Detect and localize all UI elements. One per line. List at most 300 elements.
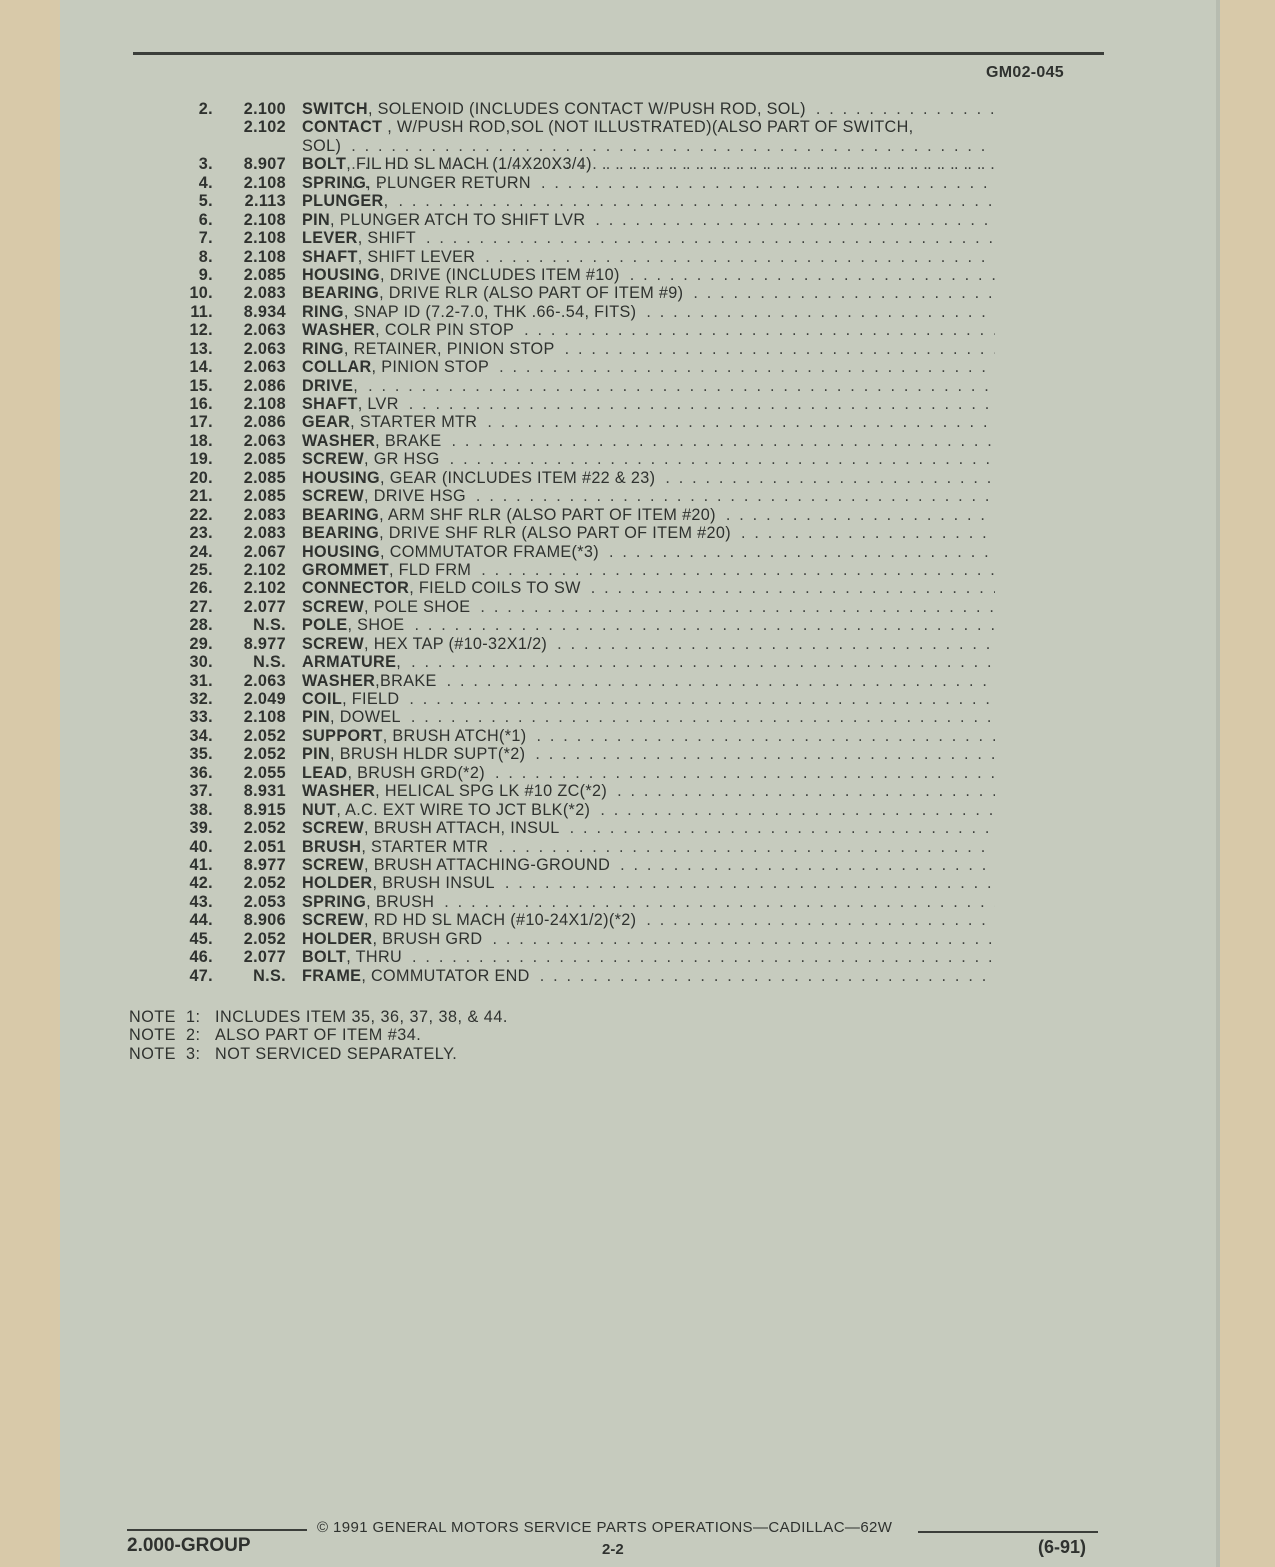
part-description — [302, 432, 995, 450]
part-description — [302, 745, 995, 763]
table-row — [180, 561, 995, 579]
item-number: 30. — [189, 653, 213, 672]
dot-leader — [440, 450, 995, 468]
part-detail: , COLR PIN STOP — [375, 321, 515, 340]
top-rule — [133, 52, 1104, 55]
part-detail: , PLUNGER RETURN — [366, 173, 531, 192]
part-description — [302, 708, 995, 726]
table-row — [180, 506, 995, 524]
part-name: BEARING — [302, 524, 380, 543]
table-row — [180, 303, 995, 321]
group-code: 2.085 — [243, 450, 286, 469]
part-description — [302, 579, 995, 597]
part-detail: , SHOE — [347, 616, 405, 635]
item-number: 47. — [189, 966, 213, 985]
item-number: 29. — [189, 634, 213, 653]
group-code: 8.977 — [243, 634, 286, 653]
dot-leader — [530, 967, 995, 985]
group-code: 2.055 — [243, 763, 286, 782]
item-number: 40. — [189, 837, 213, 856]
group-code: 2.063 — [243, 431, 286, 450]
part-detail: , — [396, 653, 402, 672]
part-name: DRIVE — [302, 376, 354, 395]
part-name: FRAME — [302, 966, 362, 985]
part-detail: , HEX TAP (#10-32X1/2) — [364, 634, 548, 653]
part-description — [302, 229, 995, 247]
part-name: SPRING — [302, 892, 367, 911]
group-code: 8.906 — [243, 911, 286, 930]
part-name: LEAD — [302, 763, 348, 782]
table-row — [180, 543, 995, 561]
note-line — [129, 1045, 508, 1063]
note-text: NOT SERVICED SEPARATELY. — [215, 1044, 458, 1063]
dot-leader — [399, 395, 995, 413]
group-code: 2.052 — [243, 929, 286, 948]
note-line — [129, 1008, 508, 1026]
dot-leader — [636, 911, 995, 929]
part-description — [302, 764, 995, 782]
part-detail: , PINION STOP — [371, 358, 490, 377]
part-name: SCREW — [302, 597, 365, 616]
part-detail: , SNAP ID (7.2-7.0, THK .66-.54, FITS) — [343, 302, 637, 321]
table-row — [180, 690, 995, 708]
dot-leader — [683, 284, 995, 302]
part-name: HOUSING — [302, 468, 380, 487]
table-row — [180, 874, 995, 892]
item-number: 42. — [189, 874, 213, 893]
dot-leader — [402, 948, 995, 966]
part-description — [302, 930, 995, 948]
table-row — [180, 487, 995, 505]
table-row — [180, 893, 995, 911]
dot-leader — [607, 782, 995, 800]
part-description — [302, 616, 995, 634]
part-name: BRUSH — [302, 837, 362, 856]
group-code: 8.934 — [243, 302, 286, 321]
part-name: CONNECTOR — [302, 579, 410, 598]
part-description — [302, 819, 995, 837]
item-number: 10. — [189, 284, 213, 303]
part-detail: , BRUSH GRD — [372, 929, 483, 948]
group-code: 2.102 — [243, 579, 286, 598]
table-row — [180, 782, 995, 800]
group-code: 2.067 — [243, 542, 286, 561]
part-detail: , THRU — [346, 948, 403, 967]
table-row — [180, 229, 995, 247]
part-description — [302, 838, 995, 856]
dot-leader — [527, 727, 995, 745]
footer-rule-right — [918, 1531, 1098, 1533]
part-description — [302, 321, 995, 339]
dot-leader — [555, 340, 995, 358]
group-code: N.S. — [253, 653, 286, 672]
table-row — [180, 598, 995, 616]
group-code: 2.077 — [243, 597, 286, 616]
part-name: HOLDER — [302, 929, 373, 948]
part-name: PIN — [302, 745, 331, 764]
table-row — [180, 284, 995, 302]
part-name: PIN — [302, 210, 331, 229]
table-row — [180, 672, 995, 690]
part-detail: , DOWEL — [330, 708, 401, 727]
part-name: WASHER — [302, 782, 376, 801]
part-detail: , LVR — [357, 395, 399, 414]
part-description — [302, 192, 995, 210]
part-detail: , SHIFT LEVER — [357, 247, 476, 266]
table-row — [180, 727, 995, 745]
item-number: 5. — [198, 192, 213, 211]
item-number: 13. — [189, 339, 213, 358]
table-row — [180, 930, 995, 948]
part-description — [302, 672, 995, 690]
part-detail: , BRUSH GRD(*2) — [347, 763, 485, 782]
part-description — [302, 653, 995, 671]
part-name: WASHER — [302, 671, 376, 690]
group-code: 2.108 — [243, 210, 286, 229]
item-number: 7. — [198, 229, 213, 248]
item-number: 20. — [189, 468, 213, 487]
item-number: 25. — [189, 560, 213, 579]
part-detail: , BRAKE — [375, 431, 442, 450]
dot-leader — [441, 432, 995, 450]
part-detail: , RD HD SL MACH (#10-24X1/2)(*2) — [364, 911, 637, 930]
dot-leader — [806, 100, 995, 118]
item-number: 46. — [189, 948, 213, 967]
part-detail: , DRIVE (INCLUDES ITEM #10) — [380, 265, 620, 284]
part-name: PIN — [302, 708, 331, 727]
table-row — [180, 211, 995, 229]
table-row — [180, 432, 995, 450]
dot-leader — [590, 801, 995, 819]
part-name: SPRING — [302, 173, 367, 192]
document-id: GM02-045 — [986, 64, 1064, 81]
part-description — [302, 450, 995, 468]
part-detail: , BRUSH INSUL — [372, 874, 495, 893]
part-name: SCREW — [302, 450, 365, 469]
note-label: NOTE 1: — [129, 1008, 201, 1026]
item-number: 19. — [189, 450, 213, 469]
dot-leader — [434, 893, 995, 911]
item-number: 41. — [189, 855, 213, 874]
part-detail: , SHIFT — [357, 229, 416, 248]
group-code: 2.108 — [243, 229, 286, 248]
part-description — [302, 635, 995, 653]
part-detail: , BRUSH — [366, 892, 435, 911]
part-detail: , A.C. EXT WIRE TO JCT BLK(*2) — [336, 800, 591, 819]
part-detail: , FIELD — [342, 690, 400, 709]
part-description — [302, 155, 995, 173]
dot-leader — [388, 192, 995, 210]
group-code: 2.083 — [243, 505, 286, 524]
part-description — [302, 782, 995, 800]
part-name: HOLDER — [302, 874, 373, 893]
part-description — [302, 893, 995, 911]
part-description — [302, 284, 995, 302]
part-name: RING — [302, 339, 344, 358]
part-description — [302, 911, 995, 929]
notes-section — [129, 1008, 508, 1063]
table-row — [180, 395, 995, 413]
part-description — [302, 856, 995, 874]
table-row — [180, 377, 995, 395]
table-row — [180, 911, 995, 929]
table-row — [180, 155, 995, 173]
item-number: 18. — [189, 431, 213, 450]
dot-leader — [475, 248, 995, 266]
dot-leader — [599, 543, 995, 561]
part-description — [302, 303, 995, 321]
part-detail: , FIL HD SL MACH (1/4X20X3/4) — [346, 155, 592, 174]
part-name: POLE — [302, 616, 348, 635]
group-code: 2.063 — [243, 358, 286, 377]
group-code: 2.100 — [243, 100, 286, 118]
table-row — [180, 708, 995, 726]
part-detail: , W/PUSH ROD,SOL (NOT ILLUSTRATED)(ALSO PART OF SWITCH, — [382, 118, 914, 137]
dot-leader — [495, 874, 995, 892]
dot-leader — [489, 358, 995, 376]
group-code: 8.931 — [243, 782, 286, 801]
part-name: CONTACT — [302, 118, 383, 137]
dot-leader — [581, 579, 995, 597]
part-detail: , FLD FRM — [388, 560, 472, 579]
group-code: 2.063 — [243, 321, 286, 340]
item-number: 23. — [189, 524, 213, 543]
part-detail: , DRIVE HSG — [364, 487, 466, 506]
group-code: 2.108 — [243, 247, 286, 266]
table-row — [180, 469, 995, 487]
table-row — [180, 967, 995, 985]
part-detail: , RETAINER, PINION STOP — [343, 339, 555, 358]
group-code: 2.108 — [243, 395, 286, 414]
dot-leader — [655, 469, 995, 487]
item-number: 45. — [189, 929, 213, 948]
part-description — [302, 690, 995, 708]
group-code: 2.085 — [243, 468, 286, 487]
group-code: 2.086 — [243, 376, 286, 395]
item-number: 33. — [189, 708, 213, 727]
dot-leader — [399, 690, 995, 708]
note-label: NOTE 3: — [129, 1044, 201, 1063]
part-name: HOUSING — [302, 265, 380, 284]
part-description — [302, 487, 995, 505]
item-number: 35. — [189, 745, 213, 764]
table-row — [180, 745, 995, 763]
table-row — [180, 524, 995, 542]
item-number: 15. — [189, 376, 213, 395]
part-description — [302, 524, 995, 542]
item-number: 32. — [189, 690, 213, 709]
dot-leader — [401, 653, 995, 671]
dot-leader — [482, 930, 995, 948]
part-description — [302, 395, 995, 413]
table-row — [180, 819, 995, 837]
dot-leader — [585, 211, 995, 229]
copyright-line: © 1991 GENERAL MOTORS SERVICE PARTS OPERATIONS—CADILLAC—62W — [317, 1519, 893, 1536]
item-number: 34. — [189, 726, 213, 745]
item-number: 11. — [190, 302, 213, 321]
group-code: 2.085 — [243, 487, 286, 506]
part-name: SHAFT — [302, 247, 358, 266]
part-description — [302, 727, 995, 745]
part-detail: ,BRAKE — [375, 671, 437, 690]
item-number: 12. — [189, 321, 213, 340]
item-number: 43. — [189, 892, 213, 911]
dot-leader — [470, 598, 995, 616]
part-detail: , COMMUTATOR END — [361, 966, 530, 985]
part-name: SWITCH — [302, 100, 368, 118]
item-number: 2. — [198, 100, 213, 118]
item-number: 17. — [189, 413, 213, 432]
part-name: PLUNGER — [302, 192, 384, 211]
group-code: 2.053 — [243, 892, 286, 911]
part-detail: , BRUSH ATTACHING-GROUND — [364, 855, 611, 874]
dot-leader — [488, 838, 995, 856]
table-row — [180, 248, 995, 266]
dot-leader — [716, 506, 995, 524]
dot-leader — [437, 672, 995, 690]
part-description — [302, 469, 995, 487]
group-code: 2.063 — [243, 671, 286, 690]
part-name: BEARING — [302, 284, 380, 303]
part-detail: , DRIVE SHF RLR (ALSO PART OF ITEM #20) — [379, 524, 731, 543]
table-row — [180, 801, 995, 819]
group-code: 2.108 — [243, 173, 286, 192]
part-name: WASHER — [302, 431, 376, 450]
part-detail: , BRUSH ATCH(*1) — [382, 726, 527, 745]
part-detail-continued: SOL) — [302, 136, 342, 155]
group-code: 2.108 — [243, 708, 286, 727]
part-name: COIL — [302, 690, 343, 709]
dot-leader — [485, 764, 995, 782]
part-name: SCREW — [302, 487, 365, 506]
part-name: COLLAR — [302, 358, 372, 377]
part-name: SCREW — [302, 855, 365, 874]
part-detail: , BRUSH HLDR SUPT(*2) — [330, 745, 526, 764]
part-description — [302, 948, 995, 966]
table-row — [180, 192, 995, 210]
group-code: 2.052 — [243, 874, 286, 893]
table-row — [180, 635, 995, 653]
part-name: HOUSING — [302, 542, 380, 561]
dot-leader — [592, 155, 995, 173]
item-number: 22. — [189, 505, 213, 524]
note-text: ALSO PART OF ITEM #34. — [215, 1026, 422, 1045]
part-description — [302, 598, 995, 616]
note-text: INCLUDES ITEM 35, 36, 37, 38, & 44. — [215, 1008, 508, 1026]
group-code: N.S. — [253, 966, 286, 985]
item-number: 9. — [198, 265, 213, 284]
part-description — [302, 377, 995, 395]
part-detail: , FIELD COILS TO SW — [409, 579, 581, 598]
part-detail: , GEAR (INCLUDES ITEM #22 & 23) — [380, 468, 656, 487]
dot-leader — [471, 561, 995, 579]
table-row — [180, 266, 995, 284]
part-detail: , — [353, 376, 359, 395]
dot-leader — [358, 377, 995, 395]
part-description — [302, 506, 995, 524]
group-code: 8.915 — [243, 800, 286, 819]
group-code: 2.077 — [243, 948, 286, 967]
part-description — [302, 561, 995, 579]
table-row — [180, 358, 995, 376]
part-name: LEVER — [302, 229, 358, 248]
item-number: 38. — [189, 800, 213, 819]
part-detail: , STARTER MTR — [361, 837, 489, 856]
table-row — [180, 100, 995, 118]
table-row — [180, 118, 995, 155]
parts-list — [180, 100, 995, 985]
part-description — [302, 100, 995, 118]
item-number: 37. — [189, 782, 213, 801]
table-row — [180, 948, 995, 966]
dot-leader — [610, 856, 995, 874]
group-code: N.S. — [253, 616, 286, 635]
part-description — [302, 211, 995, 229]
item-number: 14. — [189, 358, 213, 377]
dot-leader — [531, 174, 995, 192]
dot-leader — [620, 266, 995, 284]
item-number: 31. — [189, 671, 213, 690]
item-number: 36. — [189, 763, 213, 782]
part-detail: , POLE SHOE — [364, 597, 471, 616]
part-detail: , DRIVE RLR (ALSO PART OF ITEM #9) — [379, 284, 684, 303]
table-row — [180, 653, 995, 671]
table-row — [180, 579, 995, 597]
group-code: 2.052 — [243, 745, 286, 764]
table-row — [180, 321, 995, 339]
dot-leader — [514, 321, 995, 339]
dot-leader — [477, 413, 995, 431]
item-number: 27. — [189, 597, 213, 616]
group-code: 2.049 — [243, 690, 286, 709]
revision-date: (6-91) — [1038, 1537, 1087, 1557]
part-detail: , — [383, 192, 389, 211]
group-code: 2.052 — [243, 726, 286, 745]
part-description — [302, 266, 995, 284]
group-code: 2.051 — [243, 837, 286, 856]
group-code: 8.907 — [243, 155, 286, 174]
part-description — [302, 340, 995, 358]
item-number: 3. — [198, 155, 213, 174]
dot-leader — [731, 524, 995, 542]
part-name: WASHER — [302, 321, 376, 340]
part-description — [302, 358, 995, 376]
page-number: 2-2 — [602, 1541, 624, 1558]
dot-leader — [401, 708, 995, 726]
item-number: 39. — [189, 819, 213, 838]
part-name: SCREW — [302, 819, 365, 838]
part-name: SCREW — [302, 911, 365, 930]
table-row — [180, 450, 995, 468]
part-detail: , BRUSH ATTACH, INSUL — [364, 819, 560, 838]
item-number: 8. — [198, 247, 213, 266]
part-name: SHAFT — [302, 395, 358, 414]
item-number: 44. — [189, 911, 213, 930]
dot-leader — [416, 229, 995, 247]
group-code: 8.977 — [243, 855, 286, 874]
dot-leader — [636, 303, 995, 321]
part-name: BOLT — [302, 948, 347, 967]
part-detail: , STARTER MTR — [350, 413, 478, 432]
part-name: ARMATURE — [302, 653, 397, 672]
table-row — [180, 174, 995, 192]
item-number: 4. — [198, 173, 213, 192]
table-row — [180, 764, 995, 782]
footer-rule-left — [127, 1529, 307, 1531]
part-name: GEAR — [302, 413, 351, 432]
part-name: GROMMET — [302, 560, 389, 579]
group-code: 2.083 — [243, 284, 286, 303]
